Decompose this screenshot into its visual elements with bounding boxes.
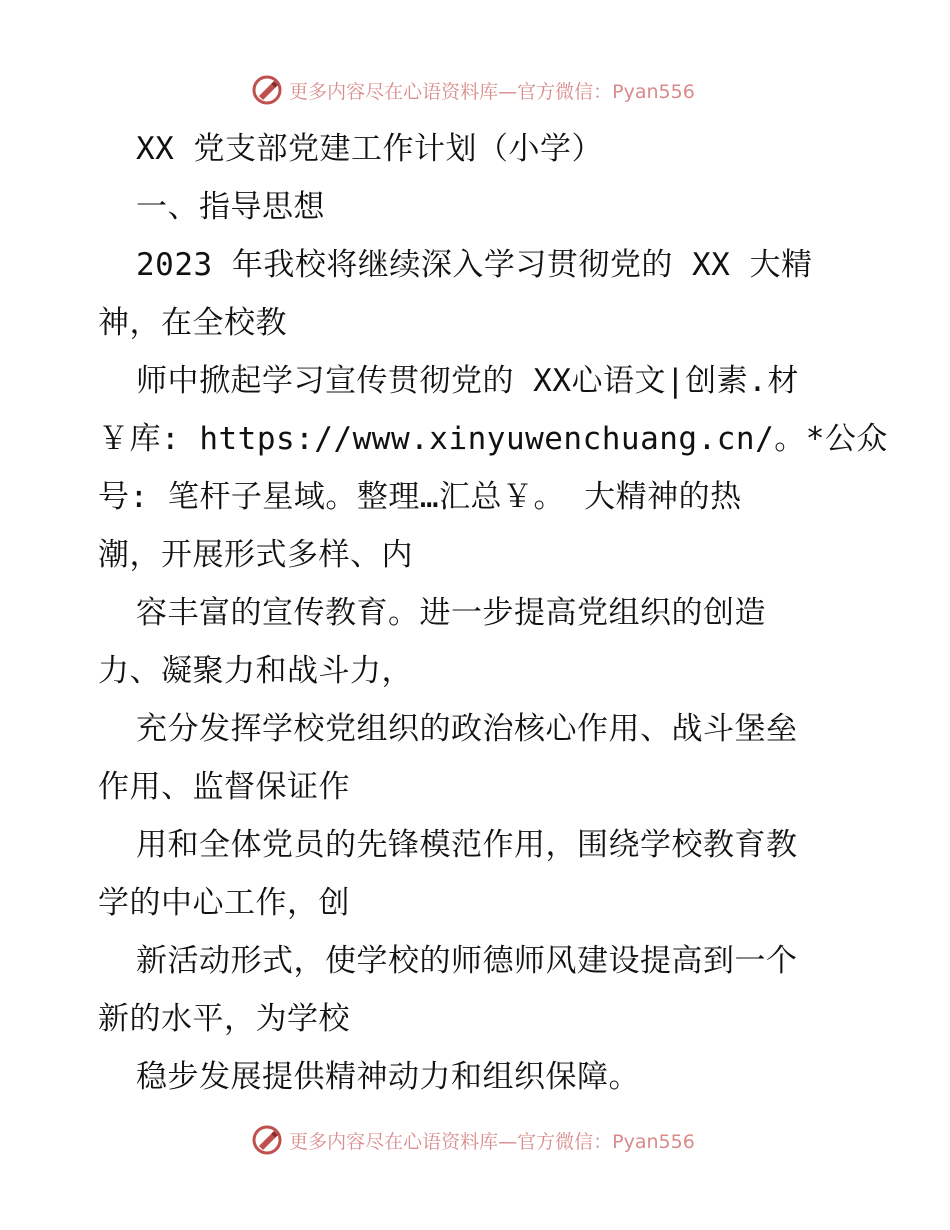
- document-title: XX 党支部党建工作计划（小学）: [136, 131, 603, 167]
- text-line: 稳步发展提供精神动力和组织保障。: [136, 1059, 640, 1095]
- text-line: 充分发挥学校党组织的政治核心作用、战斗堡垒: [136, 711, 798, 747]
- watermark-header: [0, 70, 950, 110]
- section-heading: 一、指导思想: [136, 189, 325, 225]
- text-line: 新的水平，为学校: [98, 1001, 350, 1037]
- text-line: 新活动形式，使学校的师德师风建设提高到一个: [136, 943, 798, 979]
- text-line: ￥库: https://www.xinyuwenchuang.cn/。*公众: [98, 421, 888, 457]
- text-line: 神，在全校教: [98, 305, 287, 341]
- text-line: 用和全体党员的先锋模范作用，围绕学校教育教: [136, 827, 798, 863]
- watermark-footer: [0, 1120, 950, 1160]
- text-line: 号: 笔杆子星域。整理…汇总￥。 大精神的热: [98, 479, 742, 515]
- text-line: 容丰富的宣传教育。进一步提高党组织的创造: [136, 595, 766, 631]
- pen-logo-icon: [251, 74, 283, 106]
- text-line: 力、凝聚力和战斗力，: [98, 653, 413, 689]
- document-body: [98, 120, 888, 1106]
- watermark-text: 更多内容尽在心语资料库—官方微信：Pyan556: [289, 1130, 695, 1153]
- pen-logo-icon: [251, 1124, 283, 1156]
- text-line: 师中掀起学习宣传贯彻党的 XX心语文|创素.材: [136, 363, 799, 399]
- text-line: 学的中心工作，创: [98, 885, 350, 921]
- text-line: 2023 年我校将继续深入学习贯彻党的 XX 大精: [136, 247, 813, 283]
- paragraph: [98, 236, 888, 1106]
- text-line: 作用、监督保证作: [98, 769, 350, 805]
- text-line: 潮，开展形式多样、内: [98, 537, 413, 573]
- watermark-text: 更多内容尽在心语资料库—官方微信：Pyan556: [289, 80, 695, 103]
